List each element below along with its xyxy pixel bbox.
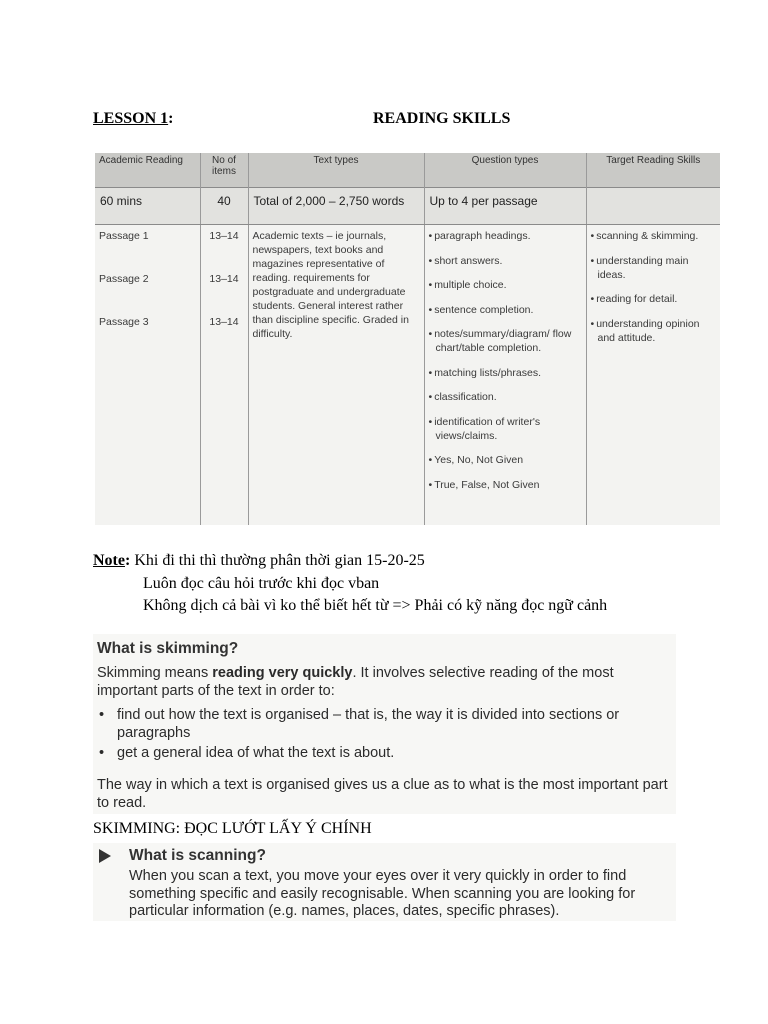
summary-words: Total of 2,000 – 2,750 words (248, 188, 424, 225)
passage-items: 13–14 (209, 273, 239, 285)
target-skill-item: • understanding opinion and attitude. (591, 317, 717, 345)
lesson-heading (93, 110, 713, 132)
table-summary-row (95, 188, 720, 225)
play-triangle-icon (99, 849, 111, 863)
summary-items: 40 (200, 188, 248, 225)
skimming-def-bold: reading very quickly (212, 665, 353, 681)
question-types-cell (424, 225, 586, 526)
header-text-types: Text types (248, 153, 424, 188)
question-type-item: • paragraph headings. (429, 229, 582, 243)
header-question-types: Question types (424, 153, 586, 188)
question-type-item: • identification of writer's views/claims. (429, 415, 582, 443)
question-type-item: • True, False, Not Given (429, 478, 582, 492)
target-skill-item: • scanning & skimming. (591, 229, 717, 243)
skimming-bullets (97, 706, 672, 764)
passage-items: 13–14 (209, 230, 239, 242)
skimming-def-end: . It involves selective reading of the most important parts of the text in order to: (97, 665, 614, 699)
header-academic-reading: Academic Reading (95, 153, 200, 188)
items-cell (200, 225, 248, 526)
target-skill-item: • reading for detail. (591, 292, 717, 306)
note-line-3: Không dịch cả bài vì ko thể biết hết từ => Phải có kỹ năng đọc ngữ cảnh (143, 597, 608, 614)
lesson-title: READING SKILLS (373, 110, 511, 127)
note-line-2: Luôn đọc câu hỏi trước khi đọc vban (143, 574, 380, 592)
skimming-definition (97, 664, 672, 700)
skimming-bullet-item: • find out how the text is organised – that is, the way it is divided into sections or paragraphs (97, 706, 672, 742)
table-header-row (95, 153, 720, 188)
lesson-number: LESSON 1 (93, 110, 169, 127)
scanning-excerpt (93, 843, 676, 921)
note-colon: : (124, 552, 131, 569)
skimming-excerpt (93, 634, 676, 814)
header-no-of-items: No of items (200, 153, 248, 188)
skimming-caption: SKIMMING: ĐỌC LƯỚT LẤY Ý CHÍNH (93, 820, 372, 837)
target-skill-item: • understanding main ideas. (591, 254, 717, 282)
summary-questions: Up to 4 per passage (424, 188, 586, 225)
lesson-colon: : (168, 110, 174, 127)
question-type-item: • short answers. (429, 254, 582, 268)
scanning-question: What is scanning? (129, 847, 266, 864)
note-label: Note (93, 552, 125, 569)
question-type-item: • sentence completion. (429, 303, 582, 317)
header-target-skills: Target Reading Skills (586, 153, 720, 188)
skimming-conclusion: The way in which a text is organised gives us a clue as to what is the most important part to read. (97, 777, 668, 811)
lesson-label (93, 110, 173, 128)
skimming-question: What is skimming? (97, 640, 239, 657)
question-type-item: • multiple choice. (429, 278, 582, 292)
question-type-item: • classification. (429, 390, 582, 404)
summary-time: 60 mins (95, 188, 200, 225)
passage-items: 13–14 (209, 316, 239, 328)
note-line-1 (93, 550, 607, 573)
scanning-definition: When you scan a text, you move your eyes over it very quickly in order to find something specific and easily recognisable. When scanning you are looking for particular information (e.g. names, places, dates, specific phrases). (129, 868, 636, 919)
summary-skills (586, 188, 720, 225)
question-type-item: • notes/summary/diagram/ flow chart/table completion. (429, 327, 582, 355)
passages-cell (95, 225, 200, 526)
question-type-item: • matching lists/phrases. (429, 366, 582, 380)
passage-label: Passage 1 (99, 230, 149, 242)
passage-label: Passage 2 (99, 273, 149, 285)
reading-test-table (95, 153, 720, 525)
note-text-1: Khi đi thi thì thường phân thời gian 15-20-25 (130, 552, 425, 569)
passage-label: Passage 3 (99, 316, 149, 328)
question-type-item: • Yes, No, Not Given (429, 453, 582, 467)
target-skills-cell (586, 225, 720, 526)
skimming-bullet-item: • get a general idea of what the text is about. (97, 744, 672, 762)
skimming-def-start: Skimming means (97, 665, 213, 681)
note-block (93, 550, 607, 618)
text-types-cell: Academic texts – ie journals, newspapers, text books and magazines representative of reading. requirements for postgraduate and undergraduate students. General interest rather than discipline specific. Graded in difficulty. (248, 225, 424, 526)
table-body-row (95, 225, 720, 526)
